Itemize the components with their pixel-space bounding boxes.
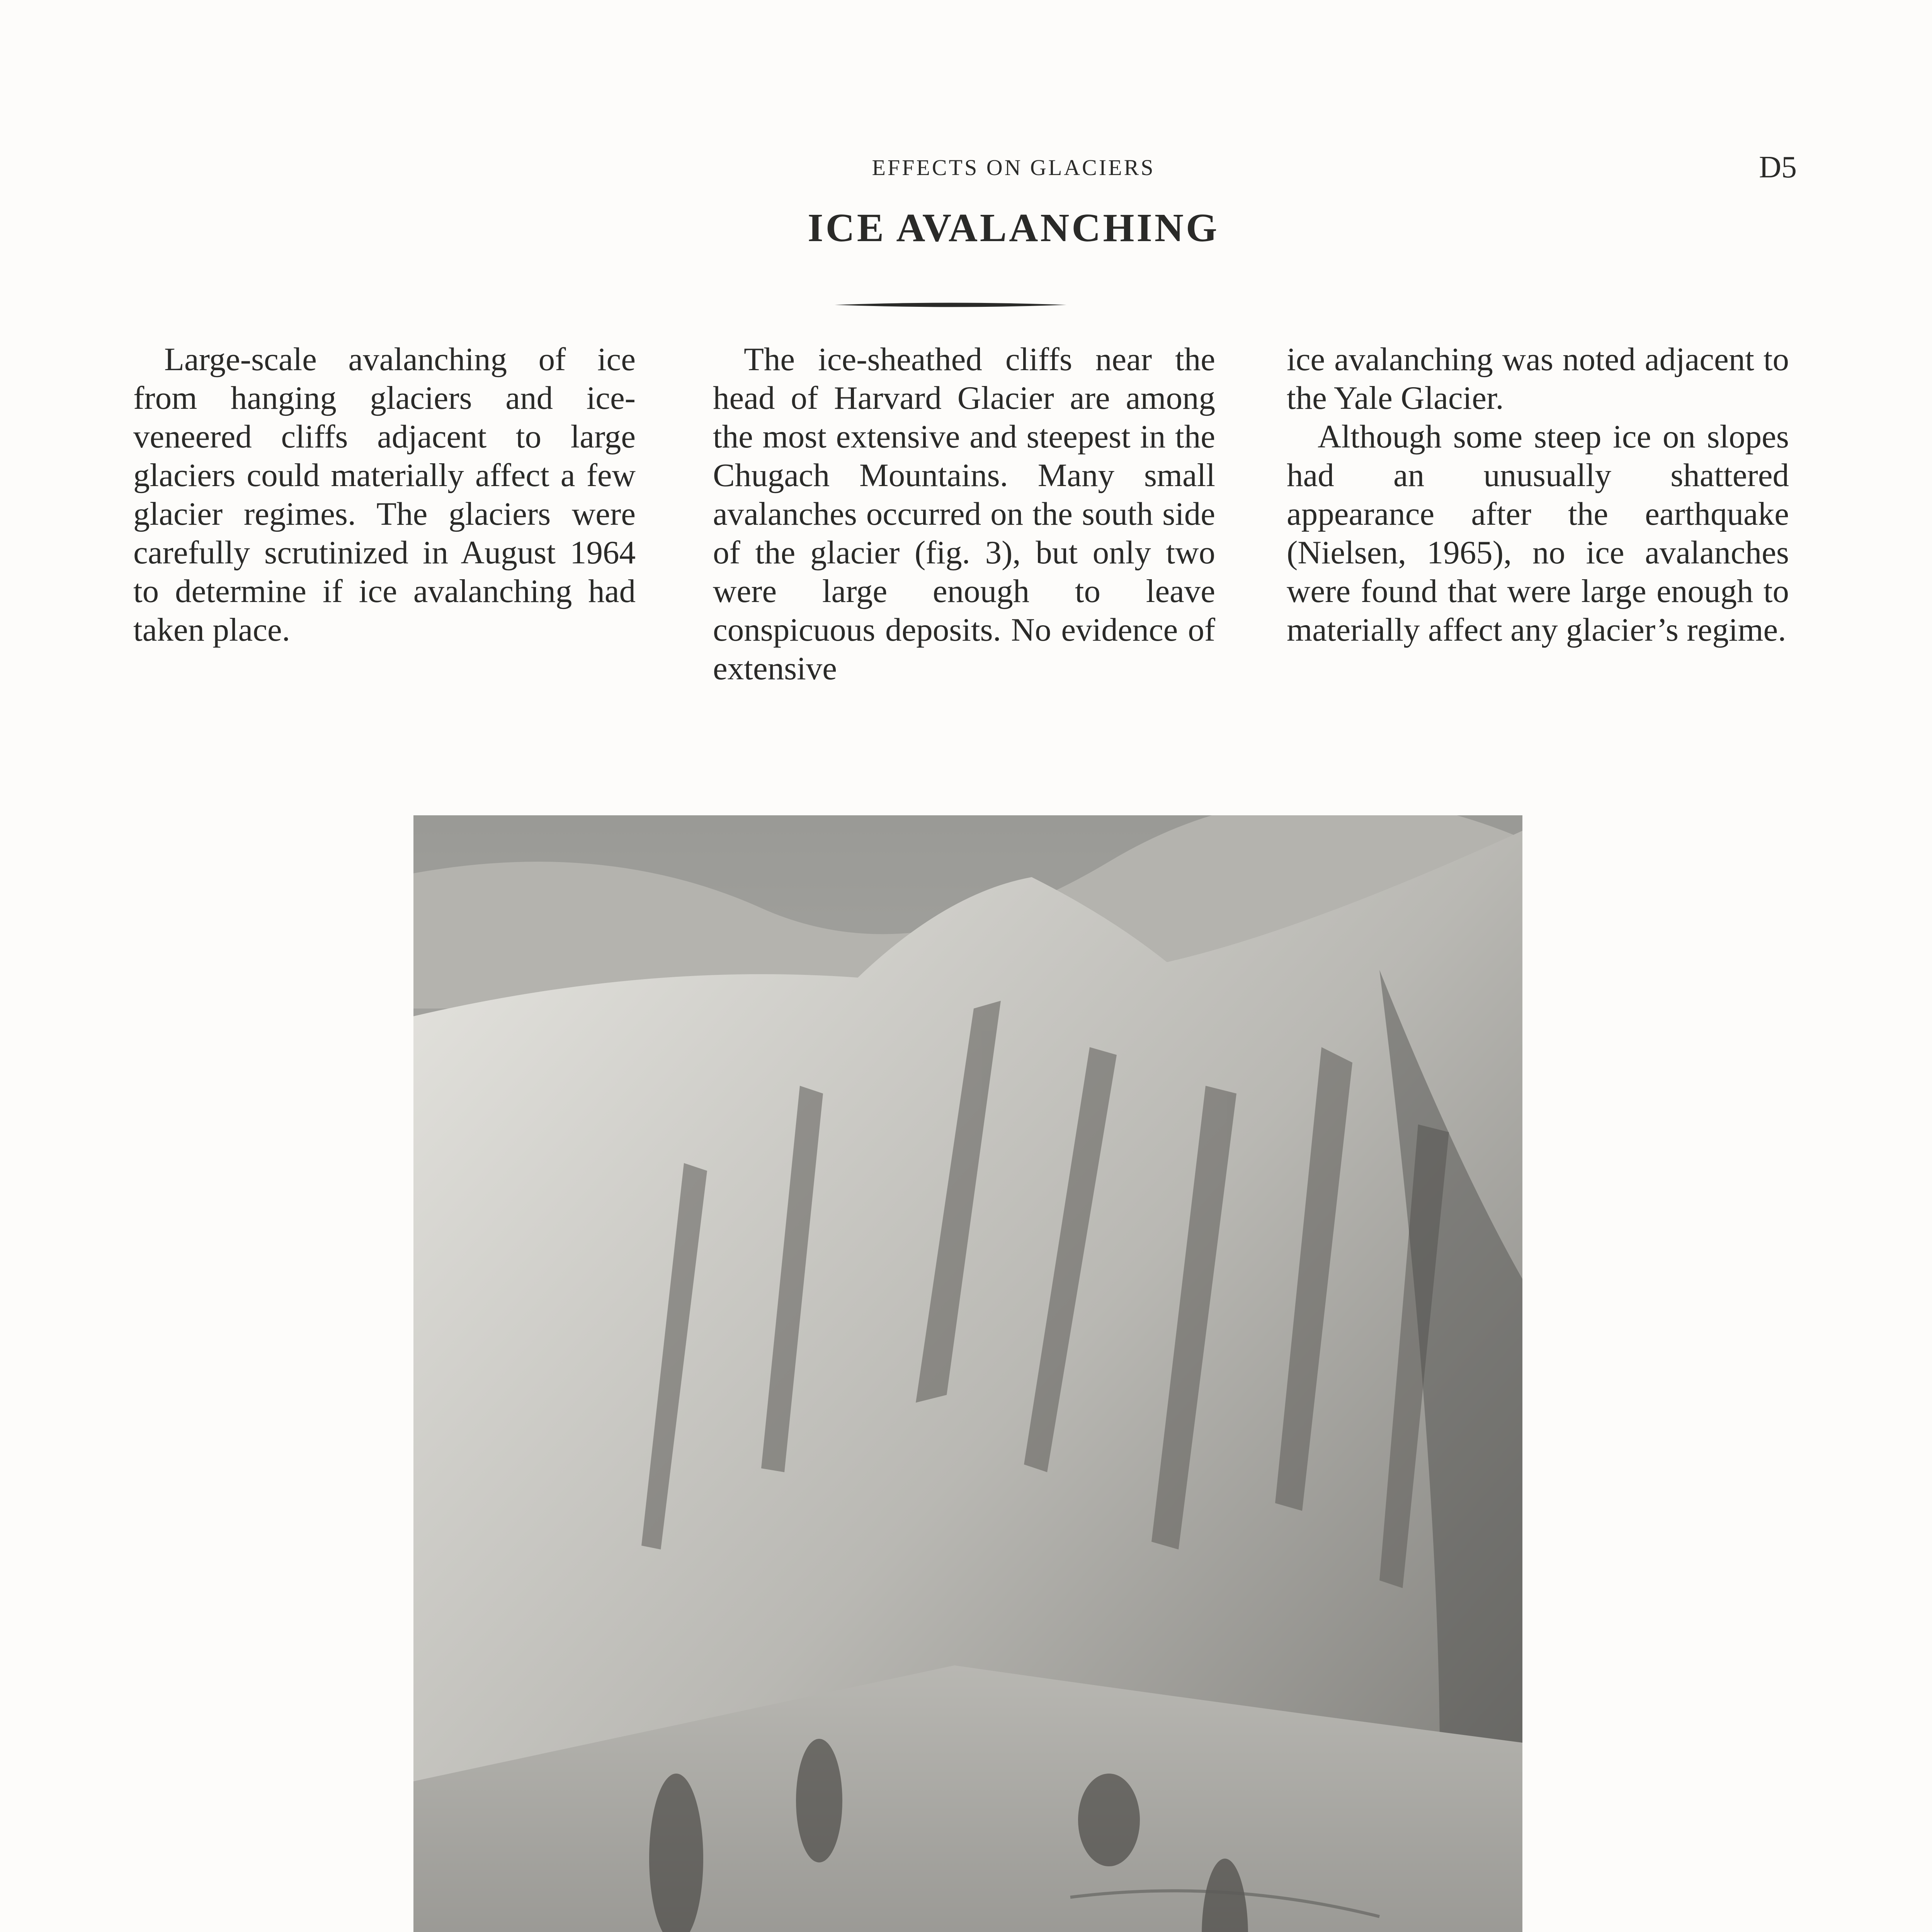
- running-head: EFFECTS ON GLACIERS: [872, 155, 1155, 180]
- text-column-2: [713, 340, 1215, 688]
- page-number: D5: [1759, 150, 1797, 184]
- section-title: ICE AVALANCHING: [808, 206, 1219, 250]
- title-rule: [835, 301, 1066, 309]
- paragraph: Although some steep ice on slopes had an unusually shattered appearance after the earthquake (Nielsen, 1965), no ice avalanches were found that were large enough to materially affect any glacier’s regime.: [1287, 418, 1789, 648]
- paragraph: ice avalanching was noted adjacent to the Yale Glacier.: [1287, 341, 1789, 416]
- text-column-3: [1287, 340, 1789, 649]
- paragraph: Large-scale avalanching of ice from hanging glaciers and ice-veneered cliffs adjacent to large glaciers could materially affect a few glacier regimes. The glaciers were carefully scrutinized in August 1964 to determine if ice avalanching had taken place.: [133, 341, 636, 648]
- text-column-1: [133, 340, 636, 649]
- paragraph: The ice-sheathed cliffs near the head of Harvard Glacier are among the most extensive and steepest in the Chugach Mountains. Many small avalanches occurred on the south side of the glacier (fig. 3), but only two were large enough to leave conspicuous deposits. No evidence of extensive: [713, 341, 1215, 687]
- glacier-photograph: [413, 815, 1522, 1932]
- mountain-photo-illustration: [413, 815, 1522, 1932]
